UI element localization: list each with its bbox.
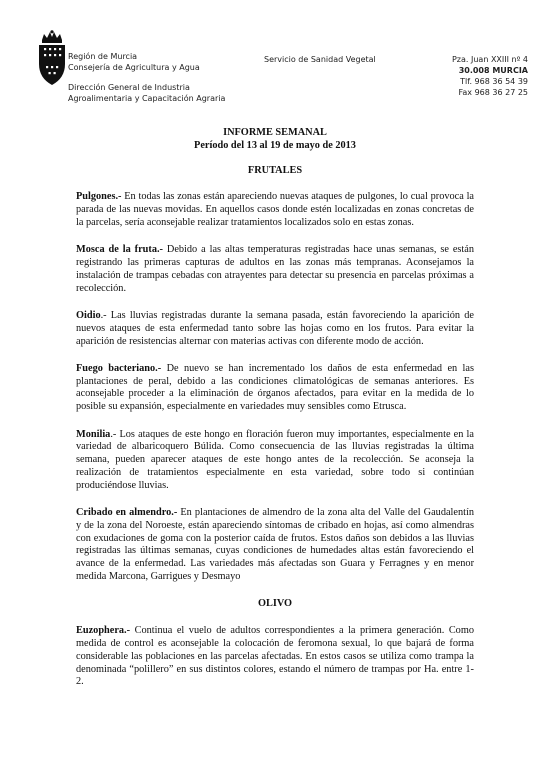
text-monilia: .- Los ataques de este hongo en floración fueron muy importantes, especialmente en la variedad de albaricoquero Búlida. Como consecuencia de las lluvias registradas la última semana, pueden aparecer ataques de este hongo antes de la recolección. Se aconseja la realización de tratamientos especialmente en esta variedad, sobre todo si continúan produciéndose lluvias. [76,428,474,491]
report-period: Período del 13 al 19 de mayo de 2013 [194,139,356,151]
term-monilia: Monilia [76,428,111,440]
paragraph-cribado-almendro [76,507,474,584]
paragraph-mosca-fruta [76,244,474,295]
text-mosca-fruta: Debido a las altas temperaturas registradas hace unas semanas, se están registrando las primeras capturas de adultos en las zonas más tempranas. Aconsejamos la instalación de trampas cebadas con atrayentes para detectar su presencia en parcelas próximas a recolección. [76,244,474,294]
header-department: Consejería de Agricultura y Agua [68,63,200,72]
paragraph-monilia [76,429,474,493]
text-euzophera: Continua el vuelo de adultos correspondientes a la primera generación. Como medida de control es aconsejable la colocación de feromona sexual, lo que bajará de forma considerable las poblaciones en las parcelas afectadas. En estos casos se utiliza como trampa la denominada “polillero” en sus distintos colores, estando el número de trampas por Ha. entre 1-2. [76,625,474,688]
header-directorate-line1: Dirección General de Industria [68,83,190,92]
term-mosca-fruta: Mosca de la fruta.- [76,244,163,256]
header-region: Región de Murcia [68,52,138,61]
header-service: Servicio de Sanidad Vegetal [264,55,376,64]
text-oidio: .- Las lluvias registradas durante la semana pasada, están favoreciendo la aparición de nuevos ataques de esta enfermedad tanto sobre las hojas como en los frutos. Para evitar la aparición de resistencias alternar con materias activas con diferente modo de acción. [76,309,474,347]
header-city: 30.008 MURCIA [458,66,528,75]
term-fuego-bacteriano: Fuego bacteriano.- [76,362,162,374]
paragraph-oidio [76,310,474,348]
section-heading-olivo: OLIVO [257,598,293,610]
term-oidio: Oidio [76,309,101,321]
header-institution [68,51,225,104]
paragraph-euzophera [76,625,474,689]
text-cribado-almendro: En plantaciones de almendro de la zona alta del Valle del Gaudalentín y de la zona del Noroeste, están apareciendo síntomas de cribado en hojas, así como almendras con exudaciones de goma con la posterior caída de frutos. Estos daños son debidos a las lluvias registradas las últimas semanas, cuyas condiciones de humedades altas están favoreciendo el avance de la enfermedad. Las variedades más afectadas son Guara y Ferragnes y en menor medida Marcona, Garrigues y Desmayo [76,507,474,583]
header-address: Pza. Juan XXIII nº 4 [451,55,528,64]
report-title: INFORME SEMANAL [223,127,327,138]
header-phone: Tlf. 968 36 54 39 [460,77,528,86]
report-body [76,127,474,704]
header-contact [452,54,528,98]
term-cribado-almendro: Cribado en almendro.- [76,507,178,519]
text-pulgones: En todas las zonas están apareciendo nuevas ataques de pulgones, lo cual provoca la parada de las nuevas movidas. En aquellos casos donde estén localizadas en zonas concretas de la parcelas, sería aconsejable realizar tratamientos localizados solo en estas zonas. [76,191,474,228]
text-fuego-bacteriano: De nuevo se han incrementado los daños de esta enfermedad en las plantaciones de peral, debido a las condiciones climatológicas de semanas anteriores. Es aconsejable proceder a la eliminación de órganos afectados, para evitar en la medida de lo posible su expansión, especialmente en variedades muy sensibles como Etrusca. [76,362,474,413]
section-heading-frutales: FRUTALES [247,164,303,176]
term-euzophera: Euzophera.- [76,625,131,637]
header-directorate-line2: Agroalimentaria y Capacitación Agraria [68,94,226,103]
region-crest-logo [36,30,68,88]
paragraph-fuego-bacteriano [76,363,474,414]
term-pulgones: Pulgones.- [76,191,122,203]
paragraph-pulgones [76,191,474,229]
header-fax: Fax 968 36 27 25 [458,88,528,97]
